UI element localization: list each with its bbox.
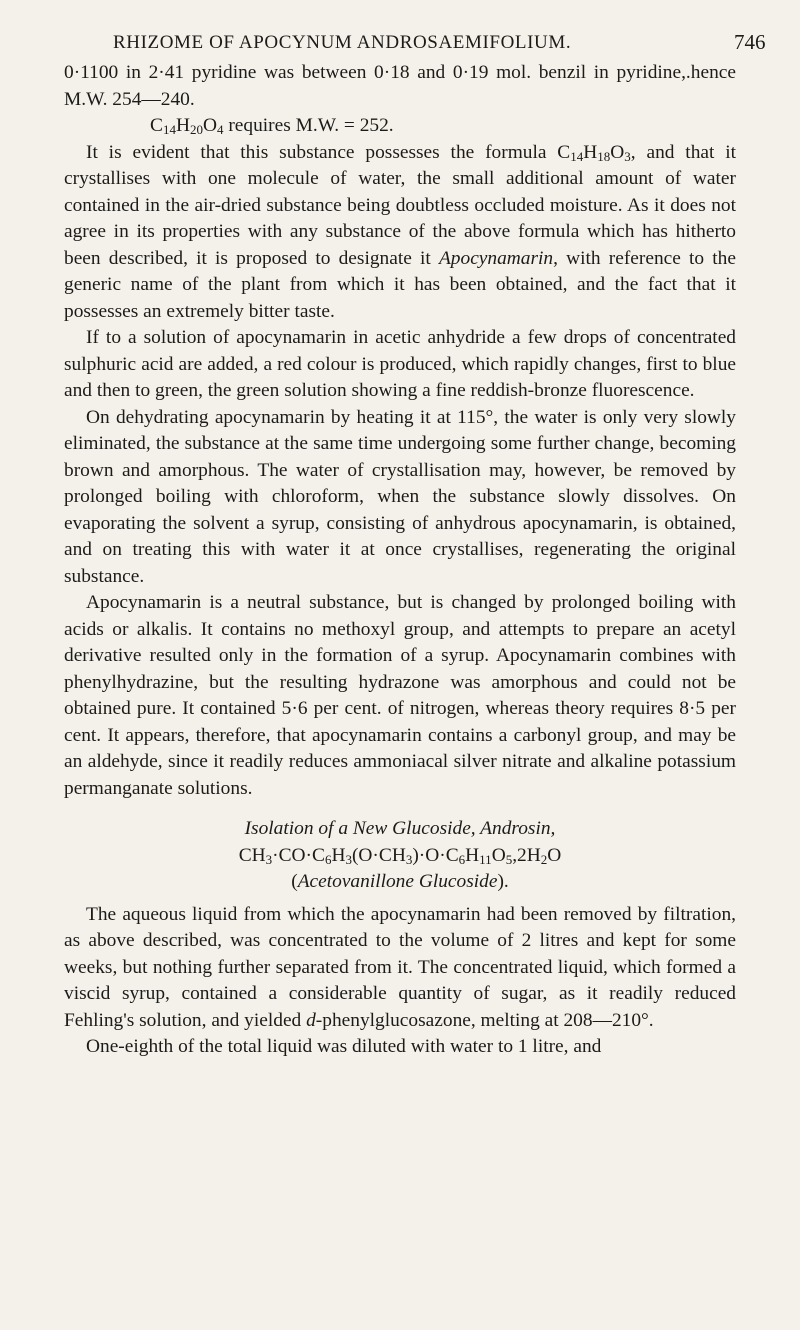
- article-body: [64, 60, 736, 1061]
- section-heading: Isolation of a New Glucoside, Androsin,: [244, 818, 556, 839]
- paragraph-apocynamarin-formula: It is evident that this substance possesses the formula $C_{14}H_{18}O_3$, and that it crystallises with one molecule of water, the small additional amount of water contained in the air-dried substance being doubtless occluded moisture. As it does not agree in its properties with any substance of the above formula which has hitherto been described, it is proposed to designate it Apocynamarin, with reference to the generic name of the plant from which it has been obtained, and the fact that it possesses an extremely bitter taste.: [64, 141, 737, 322]
- page-number: 746: [734, 30, 766, 54]
- section-subtitle: (Acetovanillone Glucoside).: [291, 871, 509, 892]
- formula-requires: $C_{14}H_{20}O_4$ requires M.W. = 252.: [150, 115, 394, 137]
- paragraph-molecular-weight: 0·1100 in 2·41 pyridine was between 0·18 and 0·19 mol. benzil in pyridine,.hence M.W. 254—240.: [64, 62, 736, 110]
- paragraph-aqueous-liquid: The aqueous liquid from which the apocynamarin had been removed by filtration, as above described, was concentrated to the volume of 2 litres and kept for some weeks, but nothing further separated from it. The concentrated liquid, which formed a viscid syrup, contained a considerable quantity of sugar, as it readily reduced Fehling's solution, and yielded d-phenylglucosazone, melting at 208—210°.: [64, 903, 736, 1031]
- paragraph-one-eighth: One-eighth of the total liquid was diluted with water to 1 litre, and: [86, 1036, 602, 1057]
- running-title: RHIZOME OF APOCYNUM ANDROSAEMIFOLIUM.: [113, 32, 572, 53]
- paragraph-dehydration: On dehydrating apocynamarin by heating it at 115°, the water is only very slowly eliminated, the substance at the same time undergoing some further change, becoming brown and amorphous. The water of crystallisation may, however, be removed by prolonged boiling with chloroform, when the substance slowly dissolves. On evaporating the solvent a syrup, consisting of anhydrous apocynamarin, is obtained, and on treating this with water it at once crystallises, regenerating the original substance.: [64, 406, 736, 587]
- paragraph-colour-reaction: If to a solution of apocynamarin in acetic anhydride a few drops of concentrated sulphuric acid are added, a red colour is produced, which rapidly changes, first to blue and then to green, the green solution showing a fine reddish-bronze fluorescence.: [64, 327, 736, 401]
- paragraph-neutral-substance: Apocynamarin is a neutral substance, but is changed by prolonged boiling with acids or alkalis. It contains no methoxyl group, and attempts to prepare an acetyl derivative resulted only in the formation of a syrup. Apocynamarin combines with phenylhydrazine, but the resulting hydrazone was amorphous and could not be obtained pure. It contained 5·6 per cent. of nitrogen, whereas theory requires 8·5 per cent. It appears, therefore, that apocynamarin contains a carbonyl group, and may be an aldehyde, since it readily reduces ammoniacal silver nitrate and alkaline potassium permanganate solutions.: [64, 592, 736, 799]
- running-header: [0, 22, 800, 52]
- androsin-formula: $CH_3\cdot CO\cdot C_6H_3(O\cdot CH_3)\cdot O\cdot C_6H_{11}O_5,2H_2O$: [238, 844, 562, 867]
